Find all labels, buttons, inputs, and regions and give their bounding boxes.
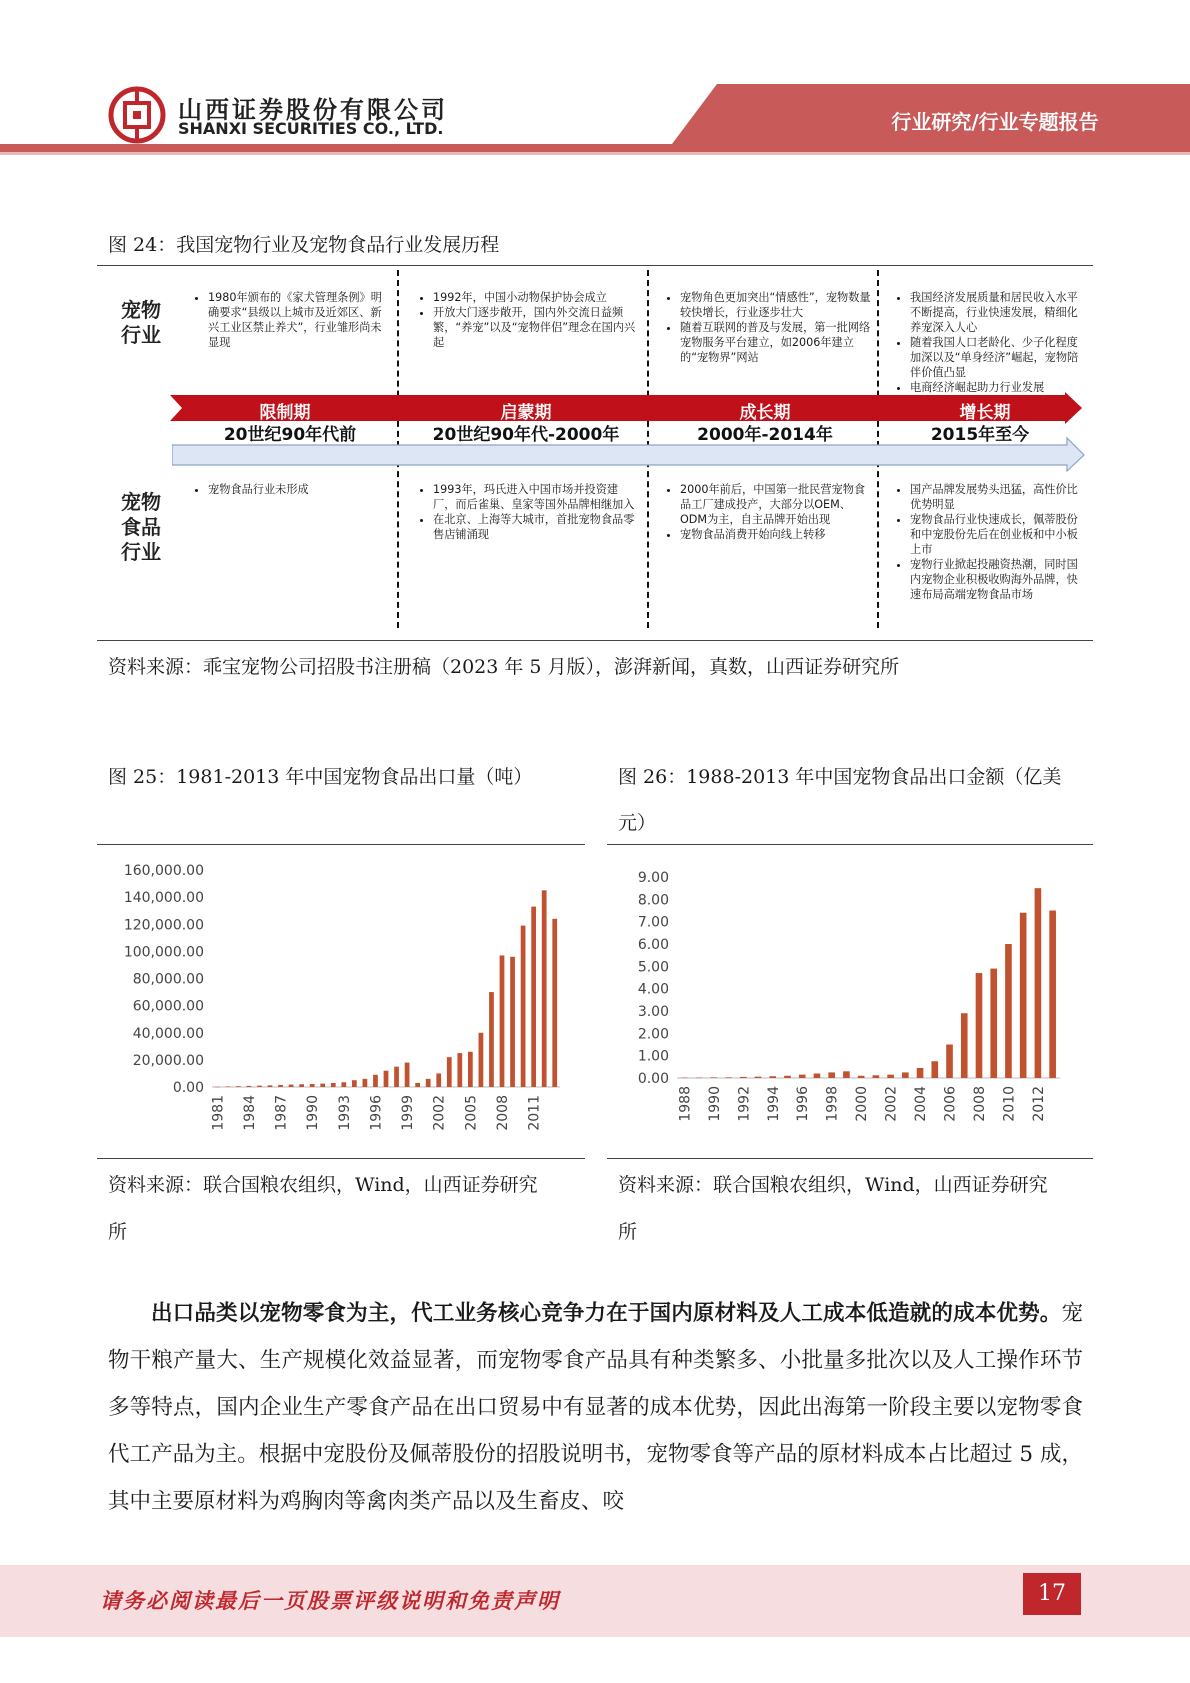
bar xyxy=(247,1086,252,1087)
bar xyxy=(814,1074,821,1078)
y-tick-label: 60,000.00 xyxy=(132,998,204,1015)
bar xyxy=(873,1075,880,1078)
bar xyxy=(426,1079,431,1087)
figure24-bottom-rule xyxy=(97,640,1093,641)
bar xyxy=(447,1057,452,1087)
bar xyxy=(257,1086,262,1087)
bar xyxy=(917,1068,924,1078)
bar xyxy=(946,1045,953,1079)
bar xyxy=(373,1075,378,1087)
figure25-top-rule xyxy=(97,844,585,845)
bar xyxy=(858,1076,865,1078)
y-tick-label: 0.00 xyxy=(172,1080,204,1096)
bar xyxy=(769,1076,776,1078)
body-bold-lead: 出口品类以宠物零食为主，代工业务核心竞争力在于国内原材料及人工成本低造就的成本优势。 xyxy=(151,1301,1062,1326)
company-logo-icon xyxy=(108,86,166,144)
bar xyxy=(457,1053,462,1087)
bar xyxy=(289,1085,294,1087)
bar xyxy=(479,1033,484,1087)
bar xyxy=(352,1080,357,1087)
x-tick-label: 1990 xyxy=(706,1086,723,1122)
x-tick-label: 1987 xyxy=(273,1095,290,1131)
figure24-caption: 图 24：我国宠物行业及宠物食品行业发展历程 xyxy=(108,234,500,256)
y-tick-label: 40,000.00 xyxy=(132,1025,204,1042)
figure25-chart xyxy=(97,855,585,1155)
figure24-top-rule xyxy=(97,265,1093,266)
bar xyxy=(961,1013,968,1078)
phase2-industry-text xyxy=(415,290,637,350)
list-item: • 国产品牌发展势头迅猛，高性价比优势明显 xyxy=(910,482,1088,512)
list-item: • 宠物食品行业快速成长，佩蒂股份和中宠股份先后在创业板和中小板上市 xyxy=(910,512,1088,557)
list-item: • 电商经济崛起助力行业发展 xyxy=(910,380,1088,395)
bar xyxy=(341,1082,346,1087)
report-type: 行业研究/行业专题报告 xyxy=(891,110,1099,134)
figure26-caption-cont: 元） xyxy=(618,812,657,834)
bar xyxy=(1005,944,1012,1078)
bar xyxy=(415,1083,420,1087)
figure25-source: 资料来源：联合国粮农组织，Wind，山西证券研究 xyxy=(108,1174,538,1196)
row-label-industry: 宠物行业 xyxy=(121,298,161,347)
bar xyxy=(405,1063,410,1087)
bar xyxy=(436,1073,441,1087)
bar xyxy=(1020,913,1027,1078)
phase1-food-text xyxy=(190,482,390,497)
bar xyxy=(696,1078,703,1079)
figure26-top-rule xyxy=(607,844,1093,845)
bar xyxy=(510,957,515,1087)
x-tick-label: 1984 xyxy=(241,1095,258,1131)
x-tick-label: 2008 xyxy=(971,1086,988,1122)
list-item: • 宠物食品行业未形成 xyxy=(208,482,390,497)
x-tick-label: 1994 xyxy=(765,1086,782,1122)
x-tick-label: 2011 xyxy=(526,1095,543,1131)
x-tick-label: 1998 xyxy=(824,1086,841,1122)
x-tick-label: 2008 xyxy=(495,1095,511,1131)
figure26-bottom-rule xyxy=(607,1158,1093,1159)
y-tick-label: 3.00 xyxy=(637,1004,669,1020)
bar xyxy=(394,1067,399,1087)
y-tick-label: 80,000.00 xyxy=(132,971,204,988)
phase-name: 启蒙期 xyxy=(500,403,552,423)
bar xyxy=(531,907,536,1087)
y-tick-label: 5.00 xyxy=(637,959,669,976)
bar xyxy=(489,992,494,1087)
y-tick-label: 120,000.00 xyxy=(123,917,204,934)
bar xyxy=(784,1076,791,1078)
x-tick-label: 1981 xyxy=(210,1095,227,1131)
figure26-source-cont: 所 xyxy=(618,1221,638,1243)
bar xyxy=(278,1085,283,1087)
bar xyxy=(740,1077,747,1078)
list-item: • 宠物行业掀起投融资热潮，同时国内宠物企业积极收购海外品牌，快速布局高端宠物食品市场 xyxy=(910,557,1088,602)
company-name-cn: 山西证券股份有限公司 xyxy=(178,96,448,124)
bar xyxy=(299,1084,304,1087)
phase3-industry-text xyxy=(662,290,872,365)
bar xyxy=(828,1072,835,1078)
figure26-source: 资料来源：联合国粮农组织，Wind，山西证券研究 xyxy=(618,1174,1048,1196)
y-tick-label: 140,000.00 xyxy=(123,890,204,907)
x-tick-label: 1996 xyxy=(795,1086,812,1122)
x-tick-label: 1988 xyxy=(677,1086,694,1122)
phase-name: 成长期 xyxy=(739,403,791,423)
figure26-caption: 图 26：1988-2013 年中国宠物食品出口金额（亿美 xyxy=(618,766,1062,788)
figure25-source-cont: 所 xyxy=(108,1221,128,1243)
x-tick-label: 2010 xyxy=(1001,1086,1018,1122)
list-item: • 宠物食品消费开始向线上转移 xyxy=(680,527,872,542)
y-tick-label: 100,000.00 xyxy=(123,944,204,961)
phase-period: 20世纪90年代-2000年 xyxy=(432,425,620,445)
page-number: 17 xyxy=(1023,1573,1081,1615)
list-item: • 开放大门逐步敞开，国内外交流日益频繁，“养宠”以及“宠物伴侣”理念在国内兴起 xyxy=(433,305,637,350)
y-tick-label: 6.00 xyxy=(637,937,669,953)
bar xyxy=(681,1078,688,1079)
y-tick-label: 2.00 xyxy=(637,1026,669,1043)
phase-period: 20世纪90年代前 xyxy=(223,425,357,445)
phase-period: 2015年至今 xyxy=(930,425,1030,445)
bar xyxy=(268,1085,273,1087)
y-tick-label: 7.00 xyxy=(637,914,669,931)
bar xyxy=(542,890,547,1087)
bar xyxy=(843,1071,850,1078)
y-tick-label: 20,000.00 xyxy=(132,1052,204,1069)
list-item: • 2000年前后，中国第一批民营宠物食品工厂建成投产，大部分以OEM、ODM为主，自主品牌开始出现 xyxy=(680,482,872,527)
x-tick-label: 1992 xyxy=(736,1086,753,1122)
x-tick-label: 2006 xyxy=(942,1086,959,1122)
phase-name: 增长期 xyxy=(959,403,1011,423)
x-tick-label: 2005 xyxy=(463,1095,480,1131)
y-tick-label: 0.00 xyxy=(637,1071,669,1087)
x-tick-label: 2002 xyxy=(883,1086,900,1122)
x-tick-label: 1996 xyxy=(368,1095,385,1131)
y-tick-label: 1.00 xyxy=(637,1048,669,1065)
bar xyxy=(331,1083,336,1087)
y-tick-label: 9.00 xyxy=(637,870,669,886)
bar xyxy=(384,1071,389,1087)
list-item: • 随着我国人口老龄化、少子化程度加深以及“单身经济”崛起，宠物陪伴价值凸显 xyxy=(910,335,1088,380)
list-item: • 随着互联网的普及与发展，第一批网络宠物服务平台建立，如2006年建立的“宠物界”网站 xyxy=(680,320,872,365)
y-tick-label: 4.00 xyxy=(637,981,669,998)
list-item: • 宠物角色更加突出“情感性”，宠物数量较快增长，行业逐步壮大 xyxy=(680,290,872,320)
y-tick-label: 160,000.00 xyxy=(123,863,204,879)
x-tick-label: 1999 xyxy=(400,1095,417,1131)
x-tick-label: 2004 xyxy=(913,1086,930,1122)
bar xyxy=(215,1087,220,1088)
row-label-food: 宠物食品行业 xyxy=(121,490,161,564)
phase3-food-text xyxy=(662,482,872,542)
bar xyxy=(552,919,557,1087)
bar xyxy=(500,955,505,1087)
bar xyxy=(236,1086,241,1087)
y-tick-label: 8.00 xyxy=(637,892,669,909)
x-tick-label: 2002 xyxy=(431,1095,448,1131)
list-item: • 1992年，中国小动物保护协会成立 xyxy=(433,290,637,305)
list-item: • 在北京、上海等大城市，首批宠物食品零售店铺涌现 xyxy=(433,512,637,542)
bar xyxy=(320,1084,325,1087)
company-name-en: SHANXI SECURITIES CO., LTD. xyxy=(178,119,444,138)
figure25-bottom-rule xyxy=(97,1158,585,1159)
bar xyxy=(711,1077,718,1078)
phase2-food-text xyxy=(415,482,637,542)
body-text: 宠物干粮产量大、生产规模化效益显著，而宠物零食产品具有种类繁多、小批量多批次以及人工操作环节多等特点，国内企业生产零食产品在出口贸易中有显著的成本优势，因此出海第一阶段主要以宠物零食代工产品为主。根据中宠股份及佩蒂股份的招股说明书，宠物零食等产品的原材料成本占比超过 5 成，其中主要原材料为鸡胸肉等禽肉类产品以及生畜皮、咬 xyxy=(108,1301,1083,1514)
bar xyxy=(1049,911,1056,1079)
figure26-chart xyxy=(607,855,1093,1155)
x-tick-label: 1993 xyxy=(336,1095,353,1131)
body-paragraph xyxy=(108,1290,1083,1525)
bar xyxy=(225,1086,230,1087)
phase-name: 限制期 xyxy=(259,403,311,423)
list-item: • 1980年颁布的《家犬管理条例》明确要求“县级以上城市及近郊区、新兴工业区禁止养犬”，行业雏形尚未显现 xyxy=(208,290,390,350)
x-tick-label: 2012 xyxy=(1030,1086,1047,1122)
figure24-source: 资料来源：乖宝宠物公司招股书注册稿（2023 年 5 月版），澎湃新闻，真数，山西证券研究所 xyxy=(108,656,900,678)
phase4-industry-text xyxy=(892,290,1088,395)
bar xyxy=(310,1084,315,1087)
bar xyxy=(931,1061,938,1078)
bar xyxy=(902,1072,909,1078)
bar xyxy=(990,969,997,1078)
bar xyxy=(521,926,526,1087)
figure25-caption: 图 25：1981-2013 年中国宠物食品出口量（吨） xyxy=(108,766,533,788)
bar xyxy=(363,1079,368,1087)
bar xyxy=(755,1077,762,1078)
bar xyxy=(799,1075,806,1078)
bar xyxy=(1035,888,1042,1078)
x-tick-label: 2000 xyxy=(854,1086,871,1122)
bar xyxy=(887,1075,894,1078)
list-item: • 1993年，玛氏进入中国市场并投资建厂，而后雀巢、皇家等国外品牌相继加入 xyxy=(433,482,637,512)
phase-period: 2000年-2014年 xyxy=(697,425,833,445)
bar xyxy=(468,1052,473,1087)
bar xyxy=(976,973,983,1078)
phase1-industry-text xyxy=(190,290,390,350)
x-tick-label: 1990 xyxy=(305,1095,322,1131)
bar xyxy=(725,1077,732,1078)
phase4-food-text xyxy=(892,482,1088,602)
list-item: • 我国经济发展质量和居民收入水平不断提高，行业快速发展，精细化养宠深入人心 xyxy=(910,290,1088,335)
footer-disclaimer: 请务必阅读最后一页股票评级说明和免责声明 xyxy=(100,1588,560,1613)
